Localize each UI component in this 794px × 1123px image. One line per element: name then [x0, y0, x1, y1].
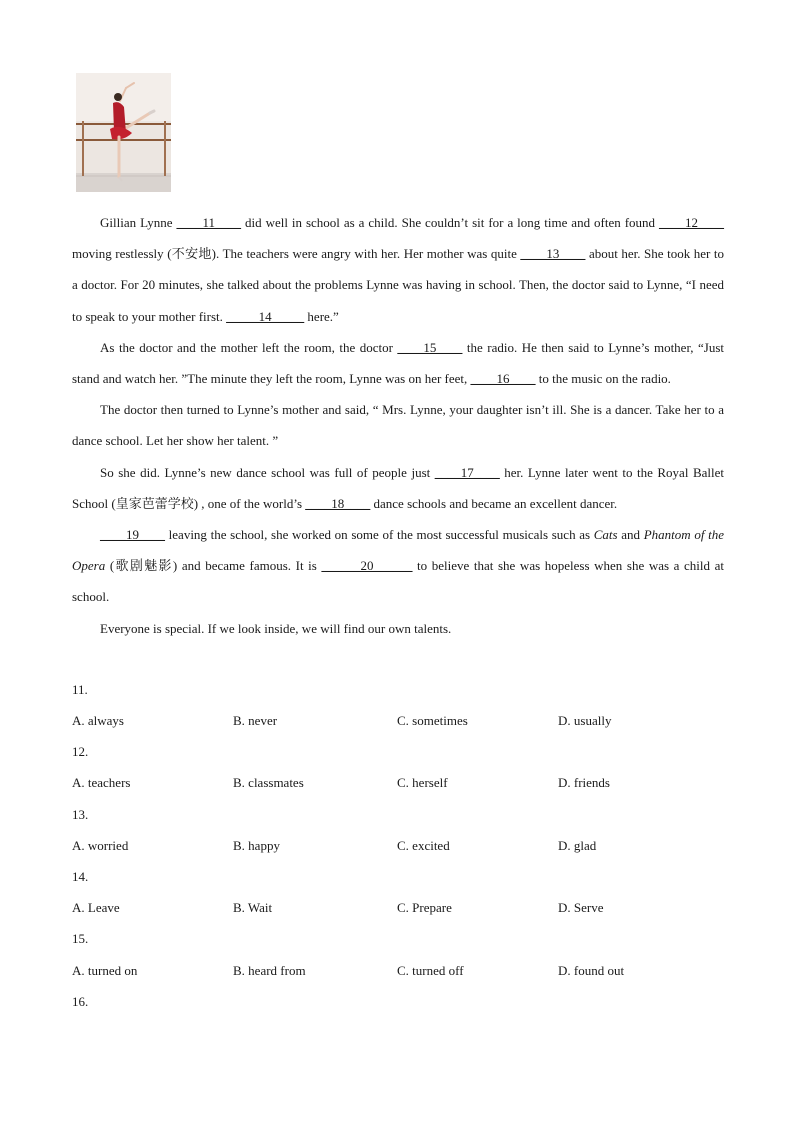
passage-text: As the doctor and the mother left the room, the doctor	[100, 339, 398, 355]
question-number: 13.	[72, 807, 89, 822]
passage-text: about her. She took her to a doctor. For 20 minutes, she talked about the problems Lynne was having in school. Then, the doctor said to Lynne, “I need to speak to your mother first.	[72, 246, 724, 324]
passage-text: and	[617, 527, 644, 543]
option-a[interactable]: A. Leave	[72, 900, 120, 915]
option-a[interactable]: A. teachers	[72, 775, 131, 790]
blank-18: ____18____	[305, 495, 371, 511]
blank-19: ____19____	[100, 527, 165, 543]
blank-12: ____12____	[659, 215, 724, 230]
option-b[interactable]: B. Wait	[233, 900, 273, 915]
paragraph-1	[72, 207, 724, 332]
ballet-dancer-photo	[76, 73, 171, 192]
passage-text: dance schools and became an excellent dancer.	[370, 495, 618, 511]
option-a[interactable]: A. always	[72, 713, 124, 728]
option-c[interactable]: C. turned off	[397, 963, 464, 978]
paragraph-4	[72, 457, 724, 519]
blank-13: ____13____	[520, 246, 586, 262]
option-a[interactable]: A. turned on	[72, 963, 138, 978]
paragraph-5	[72, 519, 724, 613]
question-number: 16.	[72, 994, 89, 1009]
ballet-dancer-illustration	[76, 73, 171, 192]
option-d[interactable]: D. usually	[558, 713, 612, 728]
option-c[interactable]: C. sometimes	[397, 713, 468, 728]
blank-20: ______20______	[321, 558, 413, 574]
paragraph-3: The doctor then turned to Lynne’s mother and said, “ Mrs. Lynne, your daughter isn’t ill. She is a dancer. Take her to a dance school. Let her show her talent. ”	[72, 402, 724, 449]
option-b[interactable]: B. happy	[233, 838, 280, 853]
paragraph-6: Everyone is special. If we look inside, we will find our own talents.	[100, 620, 452, 636]
passage-text: to the music on the radio.	[535, 371, 671, 387]
musical-title-phantom: Phantom of the Opera	[72, 527, 724, 574]
passage-text: moving restlessly (不安地). The teachers were angry with her. Her mother was quite	[72, 246, 521, 262]
blank-15: ____15____	[397, 339, 463, 355]
passage-text: (歌剧魅影) and became famous. It is	[105, 558, 322, 574]
passage-text: did well in school as a child. She couldn’t sit for a long time and often found	[241, 215, 659, 230]
option-c[interactable]: C. Prepare	[397, 900, 452, 915]
option-b[interactable]: B. classmates	[233, 775, 304, 790]
option-b[interactable]: B. never	[233, 713, 278, 728]
option-d[interactable]: D. found out	[558, 963, 625, 978]
option-b[interactable]: B. heard from	[233, 963, 306, 978]
reading-passage	[72, 207, 724, 644]
passage-text: the radio. He then said to Lynne’s mother, “Just stand and watch her. ”The minute they left the room, Lynne was on her feet,	[72, 339, 724, 387]
musical-title-cats: Cats	[593, 527, 618, 543]
passage-text: Gillian Lynne	[100, 215, 177, 230]
question-number: 15.	[72, 931, 89, 946]
option-d[interactable]: D. Serve	[558, 900, 604, 915]
paragraph-2	[72, 332, 724, 394]
option-a[interactable]: A. worried	[72, 838, 129, 853]
passage-text: So she did. Lynne’s new dance school was full of people just	[100, 464, 435, 480]
blank-16: ____16____	[470, 371, 536, 387]
option-c[interactable]: C. excited	[397, 838, 450, 853]
option-d[interactable]: D. glad	[558, 838, 597, 853]
option-c[interactable]: C. herself	[397, 775, 448, 790]
question-number: 11.	[72, 682, 88, 697]
passage-text: leaving the school, she worked on some of the most successful musicals such as	[165, 527, 594, 543]
blank-11: ____11____	[176, 215, 242, 230]
blank-14: _____14_____	[226, 308, 305, 324]
option-d[interactable]: D. friends	[558, 775, 610, 790]
passage-text: to believe that she was hopeless when she was a child at school.	[72, 558, 724, 605]
passage-text: her. Lynne later went to the Royal Ballet School (皇家芭蕾学校) , one of the world’s	[72, 464, 724, 511]
question-number: 14.	[72, 869, 89, 884]
passage-text: here.”	[304, 308, 339, 324]
question-number: 12.	[72, 744, 89, 759]
blank-17: ____17____	[434, 464, 500, 480]
